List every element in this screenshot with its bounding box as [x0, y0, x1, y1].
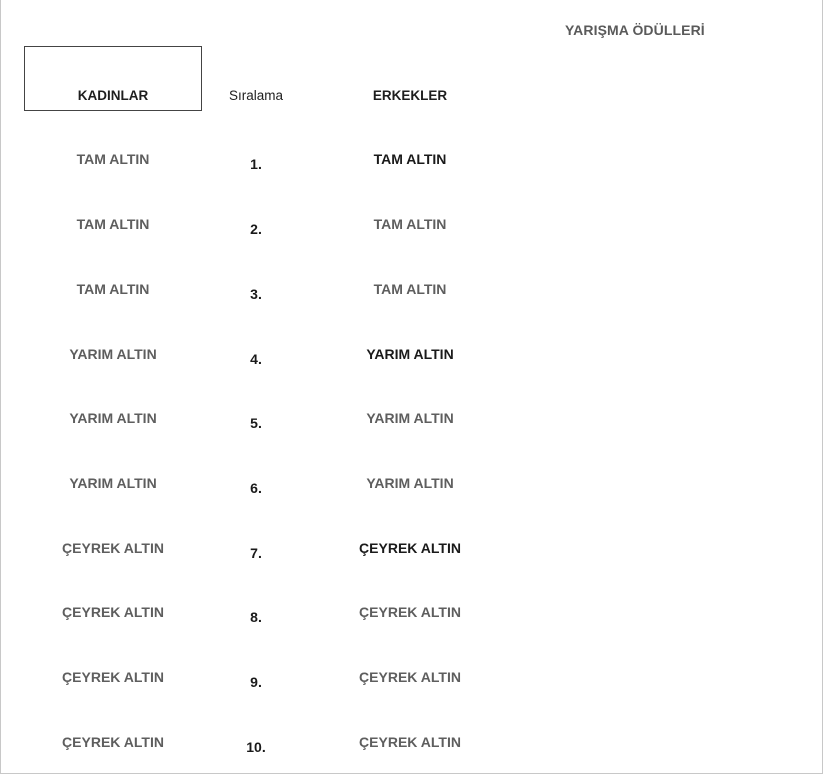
- men-prize-cell: ÇEYREK ALTIN: [359, 540, 461, 556]
- rank-cell: 8.: [250, 609, 262, 625]
- rank-cell: 7.: [250, 545, 262, 561]
- men-prize-cell: YARIM ALTIN: [366, 475, 454, 491]
- women-prize-cell: ÇEYREK ALTIN: [62, 669, 164, 685]
- men-prize-cell: TAM ALTIN: [373, 151, 447, 167]
- rank-cell: 4.: [250, 351, 262, 367]
- rank-cell: 10.: [246, 739, 266, 755]
- men-column-header: ERKEKLER: [372, 88, 448, 103]
- women-prize-cell: ÇEYREK ALTIN: [62, 540, 164, 556]
- women-prize-cell: YARIM ALTIN: [69, 410, 157, 426]
- rank-cell: 5.: [250, 415, 262, 431]
- women-column-header: KADINLAR: [77, 88, 149, 103]
- men-prize-cell: ÇEYREK ALTIN: [359, 734, 461, 750]
- men-prize-cell: TAM ALTIN: [373, 216, 447, 232]
- women-prize-cell: TAM ALTIN: [76, 216, 150, 232]
- women-prize-cell: YARIM ALTIN: [69, 346, 157, 362]
- rank-cell: 3.: [250, 286, 262, 302]
- women-prize-cell: ÇEYREK ALTIN: [62, 604, 164, 620]
- women-prize-cell: YARIM ALTIN: [69, 475, 157, 491]
- rank-cell: 2.: [250, 221, 262, 237]
- women-prize-cell: TAM ALTIN: [76, 151, 150, 167]
- men-prize-cell: YARIM ALTIN: [366, 410, 454, 426]
- men-prize-cell: ÇEYREK ALTIN: [359, 669, 461, 685]
- rank-cell: 1.: [250, 156, 262, 172]
- men-prize-cell: YARIM ALTIN: [366, 346, 454, 362]
- women-prize-cell: ÇEYREK ALTIN: [62, 734, 164, 750]
- women-prize-cell: TAM ALTIN: [76, 281, 150, 297]
- men-prize-cell: TAM ALTIN: [373, 281, 447, 297]
- page-title: YARIŞMA ÖDÜLLERİ: [565, 22, 705, 38]
- men-prize-cell: ÇEYREK ALTIN: [359, 604, 461, 620]
- rank-cell: 6.: [250, 480, 262, 496]
- rank-cell: 9.: [250, 674, 262, 690]
- rank-column-header: Sıralama: [228, 88, 284, 103]
